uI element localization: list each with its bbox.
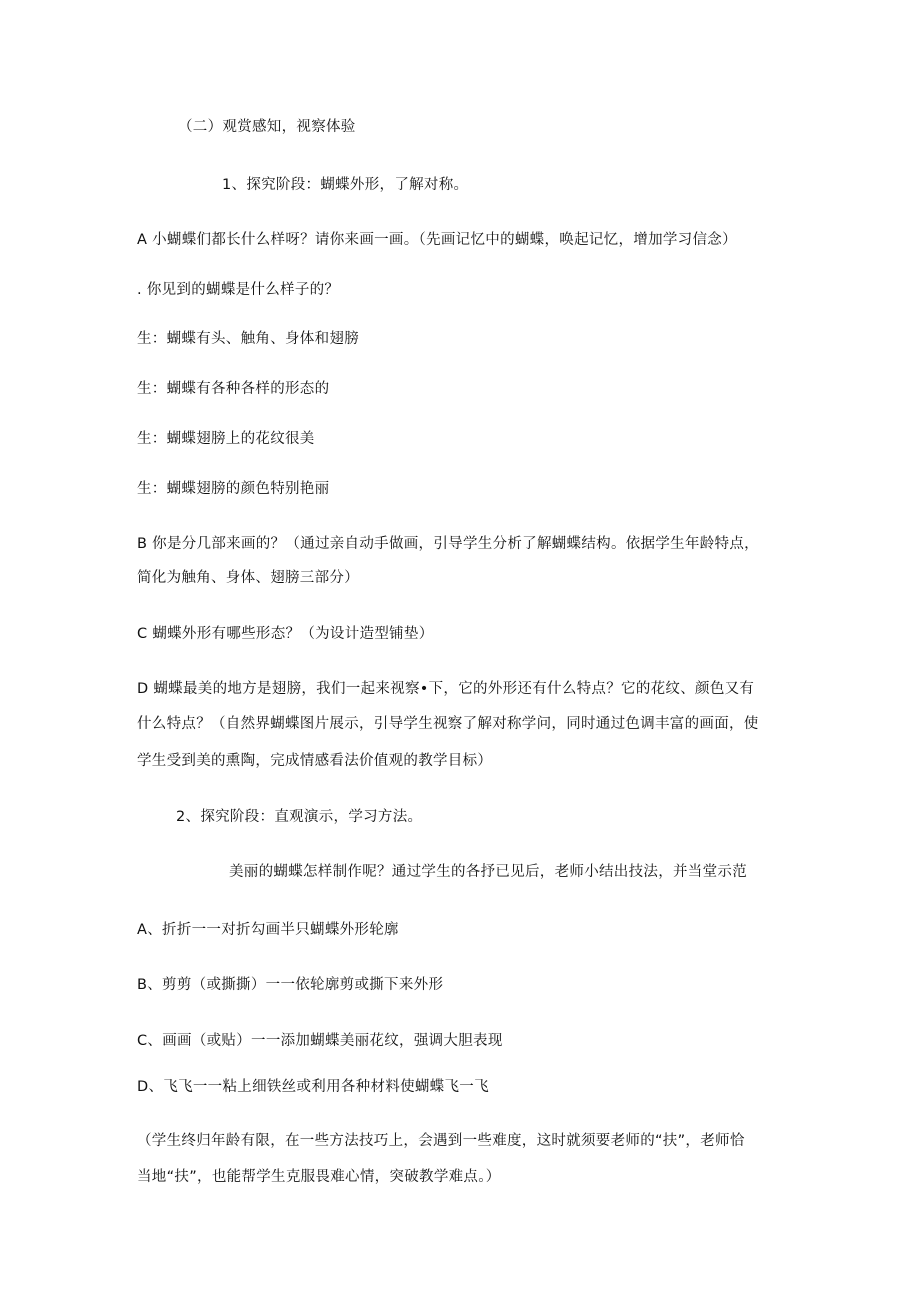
student-answer-4: 生：蝴蝶翅膀的颜色特别艳丽: [137, 481, 330, 497]
note-line2: 当地“扶”，也能帮学生克服畏难心情，突破教学难点。）: [137, 1169, 501, 1185]
note-line1: （学生终归年龄有限，在一些方法技巧上，会遇到一些难度，这时就须要老师的“扶”，老师恰: [137, 1133, 745, 1149]
paragraph-b-line2: 简化为触角、身体、翅膀三部分）: [137, 570, 359, 586]
paragraph-d-line3: 学生受到美的熏陶，完成情感看法价值观的教学目标）: [137, 753, 493, 769]
step-a: A、折折一一对折勾画半只蝴蝶外形轮廓: [137, 922, 399, 938]
paragraph-c: C 蝴蝶外形有哪些形态？（为设计造型铺垫）: [137, 626, 434, 642]
paragraph-a: A 小蝴蝶们都长什么样呀？请你来画一画。（先画记忆中的蝴蝶，唤起记忆，增加学习信念）: [137, 232, 737, 248]
subsection-heading-1: 1、探究阶段：蝴蝶外形，了解对称。: [222, 177, 469, 193]
question-line: . 你见到的蝴蝶是什么样子的？: [137, 282, 340, 298]
section-heading: （二）观赏感知，视察体验: [178, 119, 356, 135]
step-c: C、画画（或贴）一一添加蝴蝶美丽花纹，强调大胆表现: [137, 1033, 503, 1049]
demo-intro: 美丽的蝴蝶怎样制作呢？通过学生的各抒已见后，老师小结出技法，并当堂示范: [229, 864, 747, 880]
step-b: B、剪剪（或撕撕）一一依轮廓剪或撕下来外形: [137, 977, 444, 993]
student-answer-3: 生：蝴蝶翅膀上的花纹很美: [137, 431, 315, 447]
subsection-heading-2: 2、探究阶段：直观演示，学习方法。: [176, 809, 423, 825]
step-d: D、飞飞一一粘上细铁丝或利用各种材料使蝴蝶飞一飞: [137, 1079, 489, 1095]
paragraph-d-line2: 什么特点？（自然界蝴蝶图片展示，引导学生视察了解对称学问，同时通过色调丰富的画面，使: [137, 716, 759, 732]
paragraph-d-line1: D 蝴蝶最美的地方是翅膀，我们一起来视察•下，它的外形还有什么特点？它的花纹、颜色又有: [137, 681, 755, 697]
student-answer-1: 生：蝴蝶有头、触角、身体和翅膀: [137, 331, 359, 347]
student-answer-2: 生：蝴蝶有各种各样的形态的: [137, 381, 330, 397]
paragraph-b-line1: B 你是分几部来画的？（通过亲自动手做画，引导学生分析了解蝴蝶结构。依据学生年龄特点，: [137, 536, 759, 552]
